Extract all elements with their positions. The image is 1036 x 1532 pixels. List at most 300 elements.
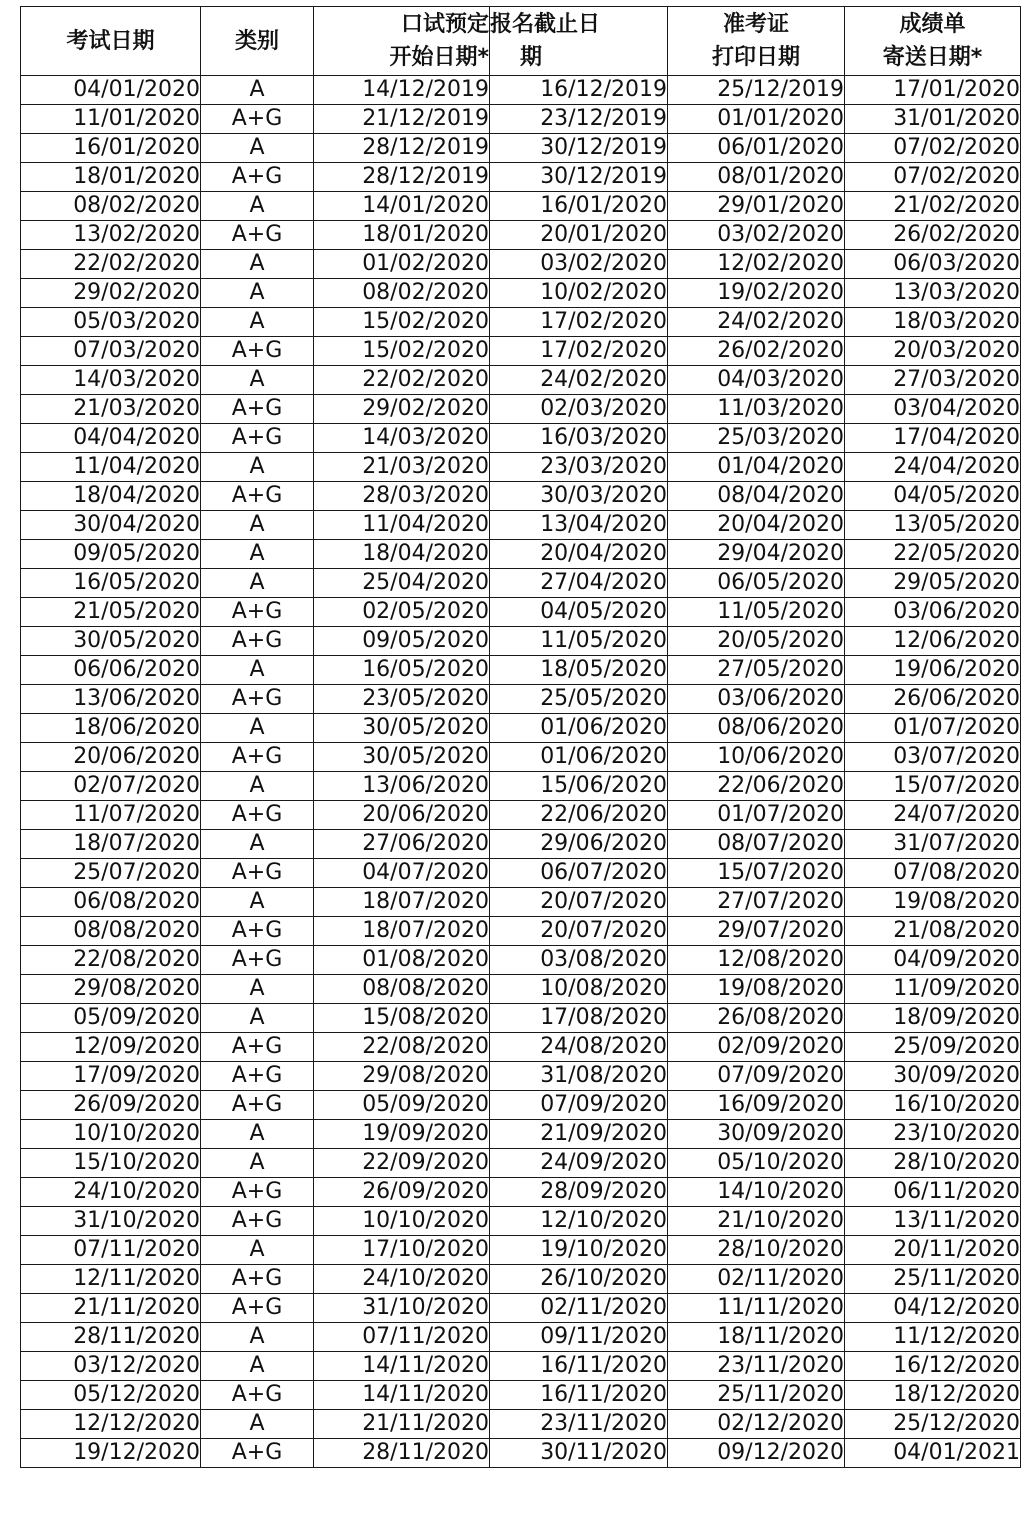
table-row [21, 337, 1021, 366]
oral-booking-start-cell: 14/11/2020 [314, 1352, 490, 1381]
registration-deadline-cell: 17/02/2020 [490, 308, 668, 337]
oral-booking-start-cell: 18/07/2020 [314, 888, 490, 917]
table-row [21, 395, 1021, 424]
exam-date-cell: 30/05/2020 [21, 627, 201, 656]
admission-ticket-print-cell: 27/05/2020 [668, 656, 845, 685]
admission-ticket-print-cell: 01/04/2020 [668, 453, 845, 482]
exam-date-cell: 18/06/2020 [21, 714, 201, 743]
admission-ticket-print-cell: 08/07/2020 [668, 830, 845, 859]
oral-booking-start-cell: 02/05/2020 [314, 598, 490, 627]
registration-deadline-cell: 24/08/2020 [490, 1033, 668, 1062]
registration-deadline-cell: 16/11/2020 [490, 1352, 668, 1381]
registration-deadline-cell: 09/11/2020 [490, 1323, 668, 1352]
exam-date-cell: 14/03/2020 [21, 366, 201, 395]
registration-deadline-cell: 17/02/2020 [490, 337, 668, 366]
table-row [21, 772, 1021, 801]
table-row [21, 917, 1021, 946]
header-score-report-mailing [845, 7, 1021, 76]
oral-booking-start-cell: 08/02/2020 [314, 279, 490, 308]
registration-deadline-cell: 16/12/2019 [490, 76, 668, 105]
exam-date-cell: 05/12/2020 [21, 1381, 201, 1410]
category-cell: A+G [201, 1062, 314, 1091]
table-row [21, 540, 1021, 569]
oral-booking-start-cell: 10/10/2020 [314, 1207, 490, 1236]
table-header-row [21, 7, 1021, 76]
oral-booking-start-cell: 11/04/2020 [314, 511, 490, 540]
registration-deadline-cell: 26/10/2020 [490, 1265, 668, 1294]
admission-ticket-print-cell: 21/10/2020 [668, 1207, 845, 1236]
table-row [21, 1294, 1021, 1323]
oral-booking-start-cell: 27/06/2020 [314, 830, 490, 859]
score-report-mailing-cell: 26/06/2020 [845, 685, 1021, 714]
admission-ticket-print-cell: 29/01/2020 [668, 192, 845, 221]
registration-deadline-cell: 16/01/2020 [490, 192, 668, 221]
table-row [21, 105, 1021, 134]
registration-deadline-cell: 06/07/2020 [490, 859, 668, 888]
category-cell: A [201, 656, 314, 685]
admission-ticket-print-cell: 06/01/2020 [668, 134, 845, 163]
exam-date-cell: 28/11/2020 [21, 1323, 201, 1352]
oral-booking-start-cell: 23/05/2020 [314, 685, 490, 714]
table-row [21, 685, 1021, 714]
category-cell: A [201, 888, 314, 917]
table-row [21, 453, 1021, 482]
oral-booking-start-cell: 01/02/2020 [314, 250, 490, 279]
category-cell: A [201, 540, 314, 569]
category-cell: A+G [201, 163, 314, 192]
admission-ticket-print-cell: 05/10/2020 [668, 1149, 845, 1178]
category-cell: A+G [201, 1207, 314, 1236]
registration-deadline-cell: 28/09/2020 [490, 1178, 668, 1207]
exam-date-cell: 21/05/2020 [21, 598, 201, 627]
exam-date-cell: 04/01/2020 [21, 76, 201, 105]
admission-ticket-print-cell: 14/10/2020 [668, 1178, 845, 1207]
table-row [21, 1091, 1021, 1120]
header-score-report-mailing-line-1: 成绩单 [899, 12, 966, 37]
admission-ticket-print-cell: 18/11/2020 [668, 1323, 845, 1352]
score-report-mailing-cell: 04/05/2020 [845, 482, 1021, 511]
header-registration-deadline [490, 7, 668, 76]
category-cell: A [201, 1410, 314, 1439]
oral-booking-start-cell: 26/09/2020 [314, 1178, 490, 1207]
exam-date-cell: 12/09/2020 [21, 1033, 201, 1062]
category-cell: A+G [201, 424, 314, 453]
oral-booking-start-cell: 31/10/2020 [314, 1294, 490, 1323]
oral-booking-start-cell: 05/09/2020 [314, 1091, 490, 1120]
admission-ticket-print-cell: 11/03/2020 [668, 395, 845, 424]
admission-ticket-print-cell: 25/03/2020 [668, 424, 845, 453]
table-row [21, 192, 1021, 221]
admission-ticket-print-cell: 11/05/2020 [668, 598, 845, 627]
exam-date-cell: 06/06/2020 [21, 656, 201, 685]
category-cell: A+G [201, 395, 314, 424]
table-row [21, 1352, 1021, 1381]
registration-deadline-cell: 01/06/2020 [490, 743, 668, 772]
oral-booking-start-cell: 09/05/2020 [314, 627, 490, 656]
registration-deadline-cell: 24/09/2020 [490, 1149, 668, 1178]
table-row [21, 598, 1021, 627]
table-row [21, 1236, 1021, 1265]
table-row [21, 366, 1021, 395]
oral-booking-start-cell: 30/05/2020 [314, 714, 490, 743]
oral-booking-start-cell: 28/12/2019 [314, 134, 490, 163]
table-row [21, 163, 1021, 192]
admission-ticket-print-cell: 08/06/2020 [668, 714, 845, 743]
registration-deadline-cell: 03/08/2020 [490, 946, 668, 975]
admission-ticket-print-cell: 04/03/2020 [668, 366, 845, 395]
header-category [201, 7, 314, 76]
category-cell: A [201, 308, 314, 337]
oral-booking-start-cell: 16/05/2020 [314, 656, 490, 685]
score-report-mailing-cell: 26/02/2020 [845, 221, 1021, 250]
registration-deadline-cell: 20/07/2020 [490, 888, 668, 917]
category-cell: A+G [201, 685, 314, 714]
oral-booking-start-cell: 15/08/2020 [314, 1004, 490, 1033]
score-report-mailing-cell: 04/01/2021 [845, 1439, 1021, 1468]
category-cell: A+G [201, 337, 314, 366]
table-row [21, 1265, 1021, 1294]
exam-date-cell: 17/09/2020 [21, 1062, 201, 1091]
header-score-report-mailing-line-2: 寄送日期* [882, 45, 983, 70]
score-report-mailing-cell: 25/11/2020 [845, 1265, 1021, 1294]
table-row [21, 308, 1021, 337]
exam-date-cell: 04/04/2020 [21, 424, 201, 453]
registration-deadline-cell: 10/08/2020 [490, 975, 668, 1004]
exam-date-cell: 22/08/2020 [21, 946, 201, 975]
table-row [21, 1149, 1021, 1178]
admission-ticket-print-cell: 16/09/2020 [668, 1091, 845, 1120]
table-row [21, 743, 1021, 772]
score-report-mailing-cell: 28/10/2020 [845, 1149, 1021, 1178]
score-report-mailing-cell: 27/03/2020 [845, 366, 1021, 395]
admission-ticket-print-cell: 11/11/2020 [668, 1294, 845, 1323]
header-oral-booking-start [314, 7, 490, 76]
registration-deadline-cell: 23/12/2019 [490, 105, 668, 134]
header-exam-date [21, 7, 201, 76]
schedule-table-body [21, 76, 1021, 1468]
admission-ticket-print-cell: 27/07/2020 [668, 888, 845, 917]
admission-ticket-print-cell: 19/02/2020 [668, 279, 845, 308]
registration-deadline-cell: 31/08/2020 [490, 1062, 668, 1091]
registration-deadline-cell: 12/10/2020 [490, 1207, 668, 1236]
oral-booking-start-cell: 14/03/2020 [314, 424, 490, 453]
registration-deadline-cell: 15/06/2020 [490, 772, 668, 801]
category-cell: A+G [201, 1178, 314, 1207]
table-row [21, 279, 1021, 308]
category-cell: A [201, 134, 314, 163]
header-registration-deadline-line-2: 期 [520, 45, 543, 70]
header-admission-ticket-print-line-2: 打印日期 [711, 45, 800, 70]
admission-ticket-print-cell: 20/05/2020 [668, 627, 845, 656]
oral-booking-start-cell: 18/04/2020 [314, 540, 490, 569]
admission-ticket-print-cell: 29/04/2020 [668, 540, 845, 569]
header-registration-deadline-line-1: 报名截止日 [490, 12, 601, 37]
score-report-mailing-cell: 17/04/2020 [845, 424, 1021, 453]
exam-date-cell: 20/06/2020 [21, 743, 201, 772]
table-row [21, 1120, 1021, 1149]
oral-booking-start-cell: 14/12/2019 [314, 76, 490, 105]
oral-booking-start-cell: 15/02/2020 [314, 308, 490, 337]
registration-deadline-cell: 30/03/2020 [490, 482, 668, 511]
admission-ticket-print-cell: 01/01/2020 [668, 105, 845, 134]
score-report-mailing-cell: 31/01/2020 [845, 105, 1021, 134]
oral-booking-start-cell: 22/09/2020 [314, 1149, 490, 1178]
registration-deadline-cell: 23/03/2020 [490, 453, 668, 482]
registration-deadline-cell: 18/05/2020 [490, 656, 668, 685]
header-admission-ticket-print-line-1: 准考证 [722, 12, 789, 37]
score-report-mailing-cell: 06/03/2020 [845, 250, 1021, 279]
category-cell: A+G [201, 1294, 314, 1323]
table-row [21, 1033, 1021, 1062]
category-cell: A+G [201, 598, 314, 627]
exam-date-cell: 19/12/2020 [21, 1439, 201, 1468]
table-row [21, 975, 1021, 1004]
table-row [21, 1323, 1021, 1352]
category-cell: A+G [201, 105, 314, 134]
category-cell: A [201, 1149, 314, 1178]
registration-deadline-cell: 03/02/2020 [490, 250, 668, 279]
registration-deadline-cell: 24/02/2020 [490, 366, 668, 395]
registration-deadline-cell: 01/06/2020 [490, 714, 668, 743]
oral-booking-start-cell: 21/03/2020 [314, 453, 490, 482]
exam-date-cell: 13/02/2020 [21, 221, 201, 250]
admission-ticket-print-cell: 30/09/2020 [668, 1120, 845, 1149]
category-cell: A+G [201, 801, 314, 830]
admission-ticket-print-cell: 10/06/2020 [668, 743, 845, 772]
oral-booking-start-cell: 21/12/2019 [314, 105, 490, 134]
table-row [21, 627, 1021, 656]
category-cell: A+G [201, 1265, 314, 1294]
exam-date-cell: 26/09/2020 [21, 1091, 201, 1120]
exam-date-cell: 11/07/2020 [21, 801, 201, 830]
admission-ticket-print-cell: 02/12/2020 [668, 1410, 845, 1439]
category-cell: A+G [201, 917, 314, 946]
admission-ticket-print-cell: 08/01/2020 [668, 163, 845, 192]
exam-date-cell: 07/03/2020 [21, 337, 201, 366]
oral-booking-start-cell: 28/11/2020 [314, 1439, 490, 1468]
table-row [21, 656, 1021, 685]
score-report-mailing-cell: 25/09/2020 [845, 1033, 1021, 1062]
exam-date-cell: 08/08/2020 [21, 917, 201, 946]
admission-ticket-print-cell: 08/04/2020 [668, 482, 845, 511]
table-row [21, 250, 1021, 279]
category-cell: A+G [201, 221, 314, 250]
admission-ticket-print-cell: 24/02/2020 [668, 308, 845, 337]
category-cell: A+G [201, 743, 314, 772]
exam-date-cell: 24/10/2020 [21, 1178, 201, 1207]
admission-ticket-print-cell: 15/07/2020 [668, 859, 845, 888]
header-exam-date-line-1: 考试日期 [66, 28, 155, 54]
oral-booking-start-cell: 22/08/2020 [314, 1033, 490, 1062]
admission-ticket-print-cell: 01/07/2020 [668, 801, 845, 830]
category-cell: A [201, 1120, 314, 1149]
exam-date-cell: 22/02/2020 [21, 250, 201, 279]
table-row [21, 1410, 1021, 1439]
category-cell: A [201, 1004, 314, 1033]
score-report-mailing-cell: 22/05/2020 [845, 540, 1021, 569]
score-report-mailing-cell: 16/10/2020 [845, 1091, 1021, 1120]
category-cell: A+G [201, 482, 314, 511]
category-cell: A+G [201, 859, 314, 888]
registration-deadline-cell: 02/11/2020 [490, 1294, 668, 1323]
table-row [21, 1062, 1021, 1091]
score-report-mailing-cell: 19/06/2020 [845, 656, 1021, 685]
table-row [21, 482, 1021, 511]
oral-booking-start-cell: 28/12/2019 [314, 163, 490, 192]
registration-deadline-cell: 30/12/2019 [490, 134, 668, 163]
registration-deadline-cell: 11/05/2020 [490, 627, 668, 656]
admission-ticket-print-cell: 02/11/2020 [668, 1265, 845, 1294]
exam-date-cell: 05/03/2020 [21, 308, 201, 337]
exam-date-cell: 11/01/2020 [21, 105, 201, 134]
oral-booking-start-cell: 18/01/2020 [314, 221, 490, 250]
admission-ticket-print-cell: 02/09/2020 [668, 1033, 845, 1062]
admission-ticket-print-cell: 12/02/2020 [668, 250, 845, 279]
registration-deadline-cell: 22/06/2020 [490, 801, 668, 830]
score-report-mailing-cell: 04/12/2020 [845, 1294, 1021, 1323]
category-cell: A [201, 279, 314, 308]
table-row [21, 1439, 1021, 1468]
category-cell: A [201, 830, 314, 859]
exam-date-cell: 02/07/2020 [21, 772, 201, 801]
table-row [21, 134, 1021, 163]
category-cell: A [201, 975, 314, 1004]
oral-booking-start-cell: 15/02/2020 [314, 337, 490, 366]
exam-date-cell: 21/11/2020 [21, 1294, 201, 1323]
admission-ticket-print-cell: 06/05/2020 [668, 569, 845, 598]
oral-booking-start-cell: 24/10/2020 [314, 1265, 490, 1294]
table-row [21, 801, 1021, 830]
table-row [21, 76, 1021, 105]
registration-deadline-cell: 13/04/2020 [490, 511, 668, 540]
table-row [21, 221, 1021, 250]
score-report-mailing-cell: 16/12/2020 [845, 1352, 1021, 1381]
exam-date-cell: 31/10/2020 [21, 1207, 201, 1236]
table-row [21, 1178, 1021, 1207]
exam-date-cell: 18/07/2020 [21, 830, 201, 859]
registration-deadline-cell: 19/10/2020 [490, 1236, 668, 1265]
admission-ticket-print-cell: 29/07/2020 [668, 917, 845, 946]
table-row [21, 946, 1021, 975]
category-cell: A [201, 772, 314, 801]
oral-booking-start-cell: 17/10/2020 [314, 1236, 490, 1265]
admission-ticket-print-cell: 25/12/2019 [668, 76, 845, 105]
score-report-mailing-cell: 13/03/2020 [845, 279, 1021, 308]
table-row [21, 1004, 1021, 1033]
admission-ticket-print-cell: 26/08/2020 [668, 1004, 845, 1033]
admission-ticket-print-cell: 09/12/2020 [668, 1439, 845, 1468]
exam-date-cell: 15/10/2020 [21, 1149, 201, 1178]
exam-date-cell: 13/06/2020 [21, 685, 201, 714]
registration-deadline-cell: 25/05/2020 [490, 685, 668, 714]
category-cell: A [201, 1323, 314, 1352]
score-report-mailing-cell: 20/11/2020 [845, 1236, 1021, 1265]
table-row [21, 1207, 1021, 1236]
oral-booking-start-cell: 29/08/2020 [314, 1062, 490, 1091]
header-admission-ticket-print [668, 7, 845, 76]
admission-ticket-print-cell: 28/10/2020 [668, 1236, 845, 1265]
registration-deadline-cell: 07/09/2020 [490, 1091, 668, 1120]
oral-booking-start-cell: 29/02/2020 [314, 395, 490, 424]
score-report-mailing-cell: 11/12/2020 [845, 1323, 1021, 1352]
table-row [21, 859, 1021, 888]
oral-booking-start-cell: 04/07/2020 [314, 859, 490, 888]
exam-date-cell: 10/10/2020 [21, 1120, 201, 1149]
admission-ticket-print-cell: 22/06/2020 [668, 772, 845, 801]
exam-date-cell: 18/04/2020 [21, 482, 201, 511]
score-report-mailing-cell: 30/09/2020 [845, 1062, 1021, 1091]
table-row [21, 714, 1021, 743]
exam-date-cell: 16/01/2020 [21, 134, 201, 163]
exam-date-cell: 21/03/2020 [21, 395, 201, 424]
registration-deadline-cell: 30/11/2020 [490, 1439, 668, 1468]
score-report-mailing-cell: 18/03/2020 [845, 308, 1021, 337]
score-report-mailing-cell: 19/08/2020 [845, 888, 1021, 917]
score-report-mailing-cell: 13/11/2020 [845, 1207, 1021, 1236]
exam-date-cell: 16/05/2020 [21, 569, 201, 598]
exam-date-cell: 08/02/2020 [21, 192, 201, 221]
oral-booking-start-cell: 08/08/2020 [314, 975, 490, 1004]
exam-schedule-table [20, 6, 1021, 1468]
score-report-mailing-cell: 06/11/2020 [845, 1178, 1021, 1207]
category-cell: A+G [201, 1439, 314, 1468]
registration-deadline-cell: 30/12/2019 [490, 163, 668, 192]
oral-booking-start-cell: 18/07/2020 [314, 917, 490, 946]
score-report-mailing-cell: 29/05/2020 [845, 569, 1021, 598]
exam-date-cell: 25/07/2020 [21, 859, 201, 888]
score-report-mailing-cell: 15/07/2020 [845, 772, 1021, 801]
score-report-mailing-cell: 25/12/2020 [845, 1410, 1021, 1439]
score-report-mailing-cell: 03/07/2020 [845, 743, 1021, 772]
registration-deadline-cell: 17/08/2020 [490, 1004, 668, 1033]
score-report-mailing-cell: 20/03/2020 [845, 337, 1021, 366]
category-cell: A+G [201, 1381, 314, 1410]
exam-schedule-document [20, 6, 1020, 1468]
table-row [21, 830, 1021, 859]
category-cell: A [201, 1236, 314, 1265]
oral-booking-start-cell: 25/04/2020 [314, 569, 490, 598]
registration-deadline-cell: 23/11/2020 [490, 1410, 668, 1439]
header-oral-booking-start-line-1: 口试预定 [400, 12, 489, 37]
exam-date-cell: 03/12/2020 [21, 1352, 201, 1381]
header-oral-booking-start-line-2: 开始日期* [389, 45, 489, 70]
category-cell: A [201, 714, 314, 743]
registration-deadline-cell: 16/03/2020 [490, 424, 668, 453]
category-cell: A [201, 453, 314, 482]
category-cell: A+G [201, 1091, 314, 1120]
oral-booking-start-cell: 01/08/2020 [314, 946, 490, 975]
score-report-mailing-cell: 18/12/2020 [845, 1381, 1021, 1410]
oral-booking-start-cell: 14/01/2020 [314, 192, 490, 221]
exam-date-cell: 29/02/2020 [21, 279, 201, 308]
exam-date-cell: 05/09/2020 [21, 1004, 201, 1033]
exam-date-cell: 18/01/2020 [21, 163, 201, 192]
category-cell: A [201, 511, 314, 540]
exam-date-cell: 06/08/2020 [21, 888, 201, 917]
admission-ticket-print-cell: 23/11/2020 [668, 1352, 845, 1381]
category-cell: A [201, 569, 314, 598]
category-cell: A [201, 250, 314, 279]
score-report-mailing-cell: 01/07/2020 [845, 714, 1021, 743]
table-row [21, 569, 1021, 598]
registration-deadline-cell: 04/05/2020 [490, 598, 668, 627]
table-row [21, 1381, 1021, 1410]
score-report-mailing-cell: 18/09/2020 [845, 1004, 1021, 1033]
score-report-mailing-cell: 07/02/2020 [845, 134, 1021, 163]
score-report-mailing-cell: 03/06/2020 [845, 598, 1021, 627]
category-cell: A [201, 1352, 314, 1381]
registration-deadline-cell: 20/04/2020 [490, 540, 668, 569]
